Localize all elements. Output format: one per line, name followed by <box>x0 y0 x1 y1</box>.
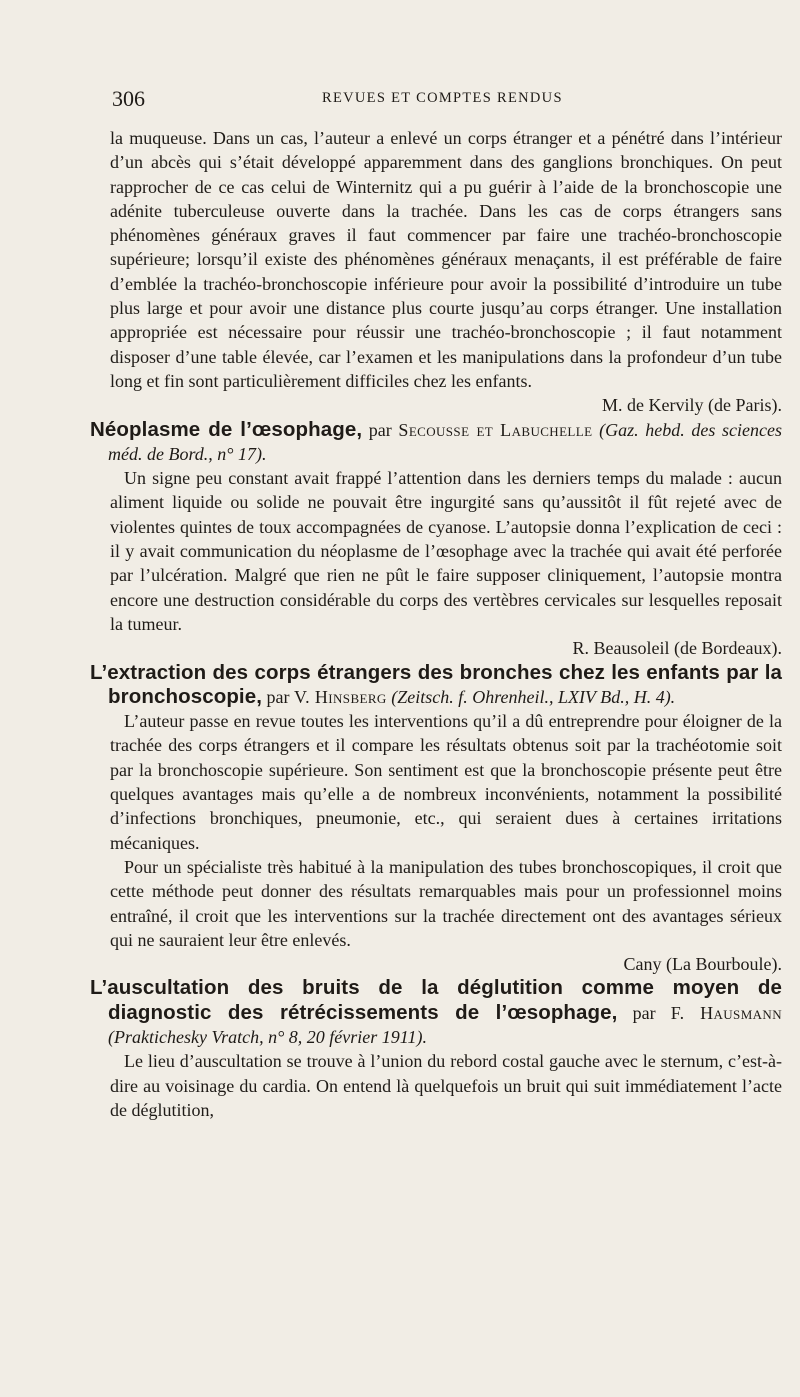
signature-text: Cany (La Bourboule). <box>623 954 782 975</box>
paragraph-auscultation: Le lieu d’auscultation se trouve à l’union du rebord costal gauche avec le sternum, c’est-à-dire au voisinage du cardia. On entend là quelquefois un bruit qui suit immédiatement l’acte de déglutition, <box>110 1051 782 1120</box>
signature-text: M. de Kervily (de Paris). <box>602 395 782 416</box>
signature-kervily <box>110 393 782 417</box>
article-heading-auscultation <box>90 976 782 1049</box>
article-by: par <box>262 686 295 707</box>
article-authors: Secousse et Labuchelle <box>398 419 593 440</box>
paragraph-continuation: la muqueuse. Dans un cas, l’auteur a enlevé un corps étranger et a pénétré dans l’intérieur d’un abcès qui s’était développé apparemment dans des ganglions bronchiques. On peut rapprocher de ce cas celui de Winternitz qui a pu guérir à l’aide de la bronchoscopie une adénite tuberculeuse ouverte dans la trachée. Dans les cas de corps étrangers sans phénomènes généraux graves il faut commencer par faire une trachéo-bronchoscopie supérieure; lorsqu’il existe des phénomènes généraux menaçants, il est préférable de faire d’emblée la trachéo-bronchoscopie inférieure pour avoir la possibilité d’introduire un tube plus large et pour avoir une distance plus courte jusqu’au corps étranger. Une installation appropriée est nécessaire pour réussir une trachéo-bronchoscopie ; il faut notamment disposer d’une table élevée, car l’examen et les manipulations dans la profondeur d’un tube long et fin sont particulièrement difficiles chez les enfants. <box>110 128 782 391</box>
paragraph-extraction-1: L’auteur passe en revue toutes les interventions qu’il a dû entreprendre pour éloigner de la trachée des corps étrangers et il compare les résultats obtenus soit par la trachéotomie soit par la bronchoscopie supérieure. Son sentiment est que la bronchoscopie présente peut être quelques avantages mais qu’elle a de nombreux inconvénients, notamment la possibilité d’infections bronchiques, pneumonie, etc., qui seraient dues à certaines irritations mécaniques. <box>110 711 782 853</box>
signature-cany <box>110 952 782 976</box>
signature-beausoleil <box>110 636 782 660</box>
article-title: L’extraction des corps étrangers des bronches chez les enfants par la bronchoscopie, <box>90 660 782 708</box>
article-by: par <box>617 1002 671 1023</box>
running-head: REVUES ET COMPTES RENDUS <box>322 90 563 106</box>
article-authors: F. Hausmann <box>670 1002 783 1023</box>
article-source: (Zeitsch. f. Ohrenheil., LXIV Bd., H. 4). <box>386 686 676 707</box>
paragraph-neoplasme: Un signe peu constant avait frappé l’attention dans les derniers temps du malade : aucun aliment liquide ou solide ne pouvait être ingurgité sans qu’aussitôt il fût rejeté avec de violentes quintes de toux accompagnées de cyanose. L’autopsie donna l’explication de ceci : il y avait communication du néoplasme de l’œsophage avec la trachée qui avait été perforée par l’ulcération. Malgré que rien ne pût le faire supposer cliniquement, l’autopsie montra encore une destruction considérable du corps des vertèbres cervicales sur lesquelles reposait la tumeur. <box>110 468 782 634</box>
page-number: 306 <box>112 86 145 111</box>
article-heading-extraction <box>90 661 782 710</box>
article-heading-neoplasme <box>90 418 782 467</box>
article-by: par <box>362 419 399 440</box>
article-source: (Gaz. hebd. des sciences méd. de Bord., n° 17). <box>108 419 782 464</box>
article-source: (Praktichesky Vratch, n° 8, 20 février 1911). <box>108 1026 427 1047</box>
article-authors: V. Hinsberg <box>294 686 387 707</box>
signature-text: R. Beausoleil (de Bordeaux). <box>572 638 782 659</box>
body-text <box>90 126 783 1122</box>
paragraph-extraction-2: Pour un spécialiste très habitué à la manipulation des tubes bronchoscopiques, il croit que cette méthode peut donner des résultats remarquables mais pour un professionnel moins entraîné, il croit que les interventions sur la trachée directement ont des avantages sérieux qui ne sauraient leur être enlevés. <box>110 856 782 950</box>
article-title: L’auscultation des bruits de la déglutition comme moyen de diagnostic des rétrécissements de l’œsophage, <box>90 976 782 1024</box>
page-header <box>112 86 782 114</box>
article-title: Néoplasme de l’œsophage, <box>90 417 363 441</box>
